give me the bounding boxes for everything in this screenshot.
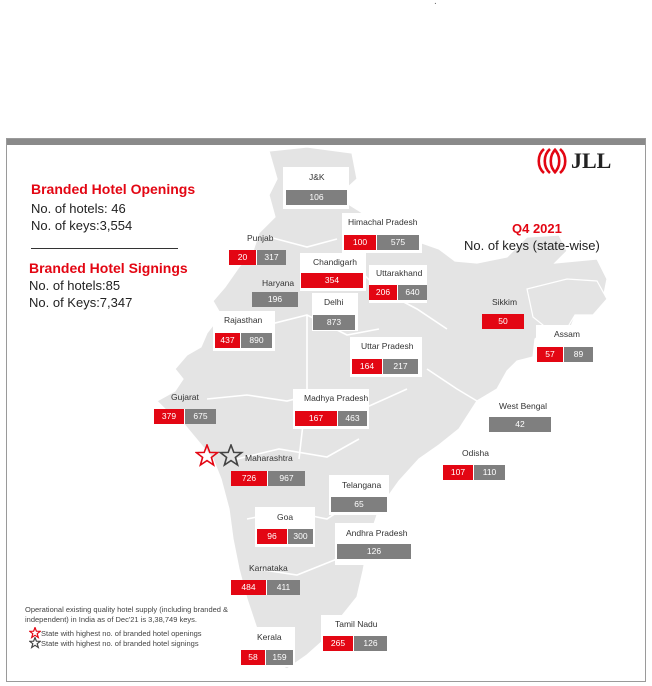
- state-opening-value-uttar-pradesh: 164: [352, 359, 382, 374]
- top-mark: .: [434, 0, 437, 7]
- openings-title: Branded Hotel Openings: [31, 181, 196, 197]
- state-signing-value-west-bengal: 42: [489, 417, 551, 432]
- state-label-madhya-pradesh: Madhya Pradesh: [304, 393, 369, 403]
- state-opening-value-himachal: 100: [344, 235, 376, 250]
- jll-logo-text: JLL: [571, 148, 612, 173]
- state-opening-value-tamil-nadu: 265: [323, 636, 353, 651]
- state-opening-value-chandigarh: 354: [301, 273, 363, 288]
- period-subtitle: No. of keys (state-wise): [464, 238, 600, 253]
- period-title: Q4 2021: [512, 221, 562, 236]
- state-label-jk: J&K: [309, 172, 325, 182]
- signings-keys: No. of Keys:7,347: [29, 295, 133, 310]
- state-signing-value-odisha: 110: [473, 465, 505, 480]
- state-signing-value-goa: 300: [287, 529, 313, 544]
- state-label-chandigarh: Chandigarh: [313, 257, 357, 267]
- state-label-telangana: Telangana: [342, 480, 382, 490]
- state-label-punjab: Punjab: [247, 233, 274, 243]
- supply-footnote-line1: Operational existing quality hotel supply (including branded &: [25, 605, 229, 614]
- state-signing-value-rajasthan: 890: [240, 333, 272, 348]
- state-opening-value-odisha: 107: [443, 465, 473, 480]
- state-opening-value-goa: 96: [257, 529, 287, 544]
- state-label-maharashtra: Maharashtra: [245, 453, 293, 463]
- legend-openings-text: State with highest no. of branded hotel openings: [41, 629, 202, 638]
- supply-footnote-line2: independent) in India as of Dec'21 is 3,38,749 keys.: [25, 615, 197, 624]
- state-signing-value-uttar-pradesh: 217: [382, 359, 418, 374]
- state-signing-value-punjab: 317: [256, 250, 286, 265]
- state-signing-value-karnataka: 411: [266, 580, 300, 595]
- state-label-rajasthan: Rajasthan: [224, 315, 263, 325]
- state-signing-value-assam: 89: [563, 347, 593, 362]
- star-highest-signings-icon: [220, 445, 241, 465]
- state-opening-value-gujarat: 379: [154, 409, 184, 424]
- state-signing-value-himachal: 575: [376, 235, 419, 250]
- state-opening-value-rajasthan: 437: [215, 333, 240, 348]
- state-opening-value-punjab: 20: [229, 250, 256, 265]
- state-signing-value-madhya-pradesh: 463: [337, 411, 367, 426]
- openings-keys: No. of keys:3,554: [31, 218, 133, 233]
- state-label-sikkim: Sikkim: [492, 297, 518, 307]
- state-label-delhi: Delhi: [324, 297, 344, 307]
- state-opening-value-madhya-pradesh: 167: [295, 411, 337, 426]
- openings-hotels: No. of hotels: 46: [31, 201, 126, 216]
- jll-logo-mark: [537, 147, 573, 175]
- state-opening-value-kerala: 58: [241, 650, 265, 665]
- state-label-uttar-pradesh: Uttar Pradesh: [361, 341, 414, 351]
- state-opening-value-assam: 57: [537, 347, 563, 362]
- state-signing-value-maharashtra: 967: [267, 471, 305, 486]
- state-opening-value-uttarakhand: 206: [369, 285, 397, 300]
- state-label-andhra-pradesh: Andhra Pradesh: [346, 528, 408, 538]
- state-opening-value-maharashtra: 726: [231, 471, 267, 486]
- state-label-uttarakhand: Uttarakhand: [376, 268, 423, 278]
- state-label-gujarat: Gujarat: [171, 392, 199, 402]
- signings-title: Branded Hotel Signings: [29, 260, 188, 276]
- state-signing-value-haryana: 196: [252, 292, 298, 307]
- legend-signings-star-icon: [29, 637, 41, 649]
- signings-hotels: No. of hotels:85: [29, 278, 121, 293]
- state-signing-value-gujarat: 675: [184, 409, 216, 424]
- star-highest-openings-icon: [196, 445, 217, 465]
- state-signing-value-delhi: 873: [313, 315, 355, 330]
- state-label-west-bengal: West Bengal: [499, 401, 548, 411]
- state-signing-value-jk: 106: [286, 190, 347, 205]
- state-label-karnataka: Karnataka: [249, 563, 288, 573]
- star-legend-markers: [195, 444, 245, 468]
- legend-signings-text: State with highest no. of branded hotel signings: [41, 639, 199, 648]
- state-label-goa: Goa: [277, 512, 294, 522]
- state-opening-value-karnataka: 484: [231, 580, 266, 595]
- state-signing-value-andhra-pradesh: 126: [337, 544, 411, 559]
- panel-divider: [31, 248, 178, 249]
- state-label-kerala: Kerala: [257, 632, 282, 642]
- infographic-slide: [6, 138, 646, 682]
- state-signing-value-telangana: 65: [331, 497, 387, 512]
- state-opening-value-sikkim: 50: [482, 314, 524, 329]
- state-label-tamil-nadu: Tamil Nadu: [335, 619, 378, 629]
- state-signing-value-uttarakhand: 640: [397, 285, 427, 300]
- state-label-assam: Assam: [554, 329, 580, 339]
- state-signing-value-tamil-nadu: 126: [353, 636, 387, 651]
- state-signing-value-kerala: 159: [265, 650, 293, 665]
- state-label-odisha: Odisha: [462, 448, 489, 458]
- state-label-haryana: Haryana: [262, 278, 295, 288]
- state-label-himachal: Himachal Pradesh: [348, 217, 418, 227]
